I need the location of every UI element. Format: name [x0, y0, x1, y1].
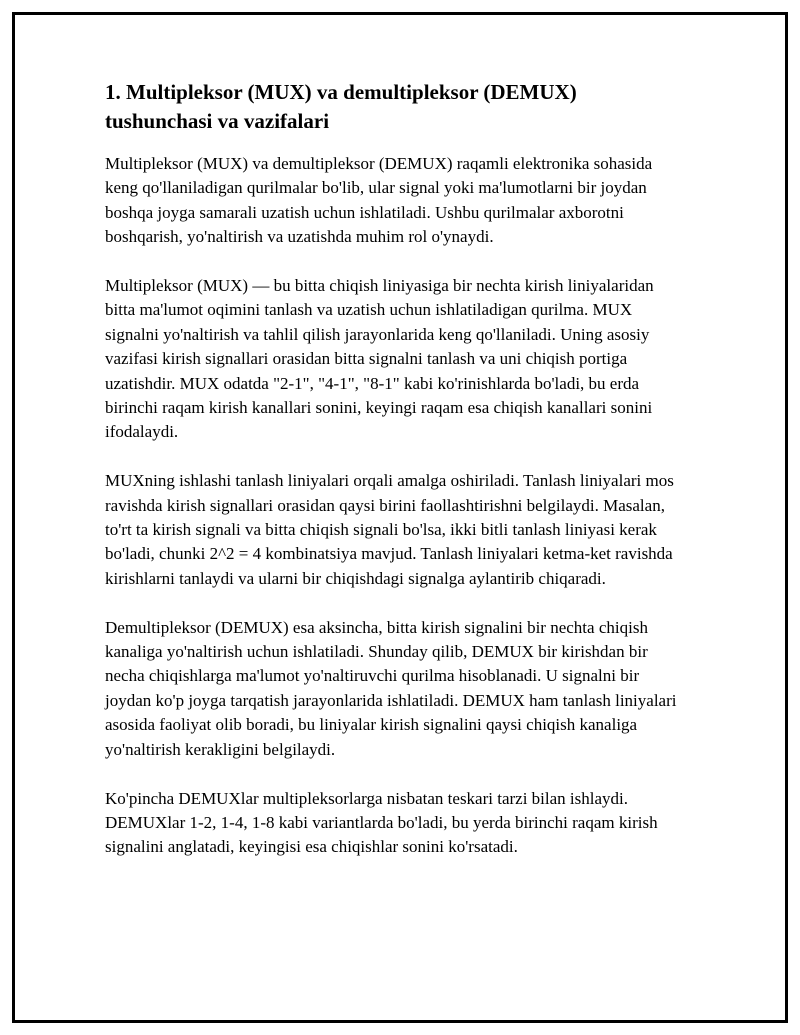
paragraph-demux-variants: Ko'pincha DEMUXlar multipleksorlarga nisbatan teskari tarzi bilan ishlaydi. DEMUXlar 1-2, 1-4, 1-8 kabi variantlarda bo'ladi, bu yerda birinchi raqam kirish signalini anglatadi, keyingisi esa chiqishlar sonini ko'rsatadi. [105, 788, 658, 857]
document-body [105, 78, 687, 860]
section-heading: 1. Multipleksor (MUX) va demultipleksor (DEMUX) tushunchasi va vazifalari [105, 80, 577, 133]
paragraph-demux-definition: Demultipleksor (DEMUX) esa aksincha, bitta kirish signalini bir nechta chiqish kanaliga yo'naltirish uchun ishlatiladi. Shunday qilib, DEMUX bir kirishdan bir necha chiqishlarga ma'lumot yo'naltiruvchi qurilma hisoblanadi. U signalni bir joydan ko'p joyga tarqatish jarayonlarida ishlatiladi. DEMUX ham tanlash liniyalari asosida faoliyat olib boradi, bu liniyalar kirish signalini qaysi chiqish kanaliga yo'naltirish kerakligini belgilaydi. [105, 617, 677, 759]
paragraph-mux-selection: MUXning ishlashi tanlash liniyalari orqali amalga oshiriladi. Tanlash liniyalari mos ravishda kirish signallari orasidan qaysi birini faollashtirishni belgilaydi. Masalan, to'rt ta kirish signali va bitta chiqish signali bo'lsa, ikki bitli tanlash liniyasi kerak bo'ladi, chunki 2^2 = 4 kombinatsiya mavjud. Tanlash liniyalari ketma-ket ravishda kirishlarni tanlaydi va ularni bir chiqishdagi signalga aylantirib chiqaradi. [105, 471, 674, 588]
paragraph-mux-definition: Multipleksor (MUX) — bu bitta chiqish liniyasiga bir nechta kirish liniyalaridan bitta ma'lumot oqimini tanlash va uzatish uchun ishlatiladigan qurilma. MUX signalni yo'naltirish va tahlil qilish jarayonlarida keng qo'llaniladi. Uning asosiy vazifasi kirish signallari orasidan bitta signalni tanlash va uni chiqish portiga uzatishdir. MUX odatda "2-1", "4-1", "8-1" kabi ko'rinishlarda bo'ladi, bu erda birinchi raqam kirish kanallari sonini, keyingi raqam esa chiqish kanallari sonini ifodalaydi. [105, 276, 654, 442]
paragraph-intro: Multipleksor (MUX) va demultipleksor (DEMUX) raqamli elektronika sohasida keng qo'llaniladigan qurilmalar bo'lib, ular signal yoki ma'lumotlarni bir joydan boshqa joyga samarali uzatish uchun ishlatiladi. Ushbu qurilmalar axborotni boshqarish, yo'naltirish va uzatishda muhim rol o'ynaydi. [105, 154, 653, 247]
